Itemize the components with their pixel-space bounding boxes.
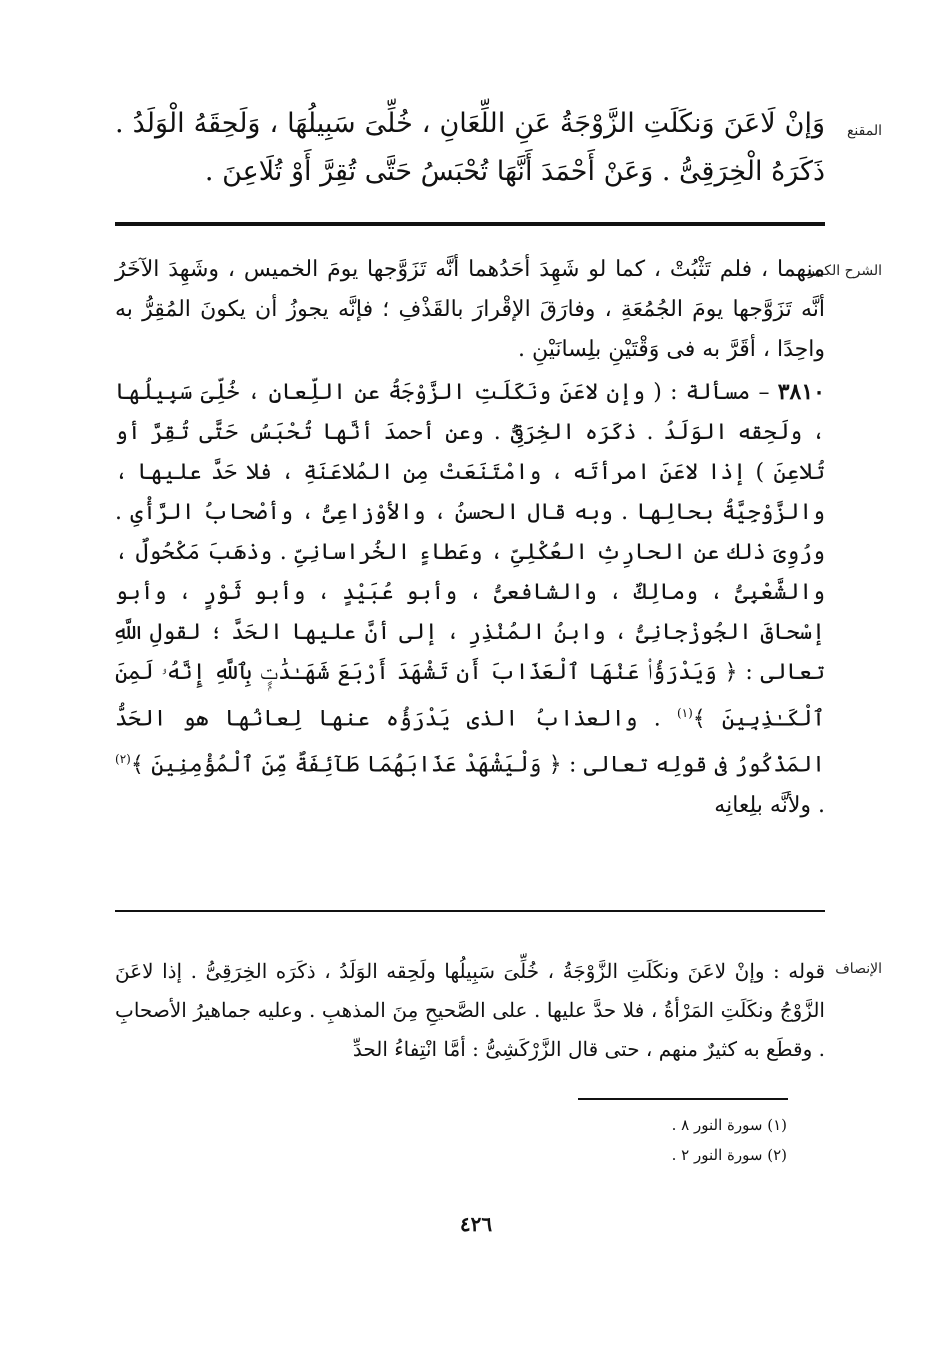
sharh-divider bbox=[115, 910, 825, 912]
muqni-text: وَإنْ لَاعَنَ وَنكَلَتِ الزَّوْجَةُ عَنِ اللِّعَانِ ، خُلِّىَ سَبِيلُهَا ، وَلَحِقَهُ الْوَلَدُ . ذَكَرَهُ الْخِرَقِىُّ . وَعَنْ أَحْمَدَ أَنَّهَا تُحْبَسُ حَتَّى تُقِرَّ أَوْ تُلَاعِنَ . bbox=[115, 108, 825, 187]
muqni-label: المقنع bbox=[846, 123, 882, 139]
muqni-text-block bbox=[115, 100, 825, 196]
insaf-text-block bbox=[115, 952, 825, 1069]
sharh-paragraph-2-end: . ولأنَّه بلِعانِه bbox=[714, 792, 825, 818]
footnotes bbox=[387, 1110, 787, 1170]
sharh-paragraph-2-text: – مسألة : ( وإن لاعَنَ ونَكَلَتِ الزَّوْجَةُ عن اللِّعانِ ، خُلِّىَ سَبِيلُها ، ولَحِقه الوَلَدُ . ذكَرَه الخِرَقِىُّ . وعن أحمدَ أنَّها تُحْبَسُ حَتَّى تُقِرَّ أو تُلاعِنَ ) إذا لاعَنَ امرأتَه ، وامْتَنَعَتْ مِن المُلاعَنَةِ ، فلا حَدَّ عليها ، والزَّوْجِيَّةُ بحالِها . وبه قال الحسنُ ، والأوْزاعِىُّ ، وأصْحابُ الرَّأْىِ . ورُوِىَ ذلك عن الحارِثِ العُكْلِىِّ ، وعَطاءٍ الخُراسانِىِّ . وذهَبَ مَكْحُولٌ ، والشَّعْبِىُّ ، ومالِكٌ ، والشافعىُّ ، وأبو عُبَيْدٍ ، وأبو ثَوْرٍ ، وأبو إسْحاقَ الجُوزْجانِىُّ ، وابنُ المُنْذِرِ ، إلى أنَّ عليها الحَدَّ ؛ لقولِ اللَّهِ تعالى : bbox=[115, 380, 826, 685]
sharh-paragraph-2 bbox=[115, 372, 825, 826]
footnote-ref-1: (١) bbox=[676, 706, 693, 720]
footnote-divider bbox=[578, 1098, 788, 1100]
muqni-divider bbox=[115, 222, 825, 226]
insaf-label: الإنصاف bbox=[835, 961, 882, 977]
footnote-ref-2: (٢) bbox=[115, 752, 131, 767]
insaf-text: قوله : وإنْ لاعَنَ ونكَلَتِ الزَّوْجَةُ ، خُلِّىَ سَبِيلُها ولَحِقه الوَلَدُ ، ذكَرَه الخِرَقِىُّ . إذا لاعَنَ الزَّوْجُ ونكَلَتِ المَرْأةُ ، فلا حدَّ عليها . على الصَّحيحِ مِنَ المذهبِ . وعليه جماهيرُ الأصحابِ . وقطَع به كثيرٌ منهم ، حتى قال الزَّرْكَشِىُّ : أمَّا انْتِفاءُ الحدِّ bbox=[115, 959, 825, 1061]
sharh-label: الشرح الكبير bbox=[808, 263, 882, 279]
quran-verse-1: ﴿ وَيَدْرَؤُا۟ عَنْهَا ٱلْعَذَابَ أَن تَشْهَدَ أَرْبَعَ شَهَـٰدَٰتٍۭ بِٱللَّهِ إِنَّهُۥ لَمِنَ ٱلْكَـٰذِبِينَ ﴾ bbox=[115, 660, 825, 732]
quran-verse-2: ﴿ وَلْيَشْهَدْ عَذَابَهُمَا طَآئِفَةٌ مِّنَ ٱلْمُؤْمِنِينَ ﴾ bbox=[130, 752, 562, 778]
footnote-1: (١) سورة النور ٨ . bbox=[671, 1116, 787, 1134]
sharh-paragraph-2-continued: . والعذابُ الذى يَدْرَؤُه عنها لِعانُها هو الحَدُّ المَذْكُورُ فى قولِه تعالى : bbox=[115, 706, 825, 778]
footnote-2: (٢) سورة النور ٢ . bbox=[671, 1146, 787, 1164]
sharh-paragraph-1: منهما ، فلم تَثْبُتْ ، كما لو شَهِدَ أحَدُهما أنَّه تَزَوَّجها يومَ الخميس ، وشَهِدَ الآخَرُ أنَّه تَزَوَّجها يومَ الجُمُعَةِ ، وفارَقَ الإقْرارَ بالقَذْفِ ؛ فإنَّه يجوزُ أن يكونَ المُقِرُّ به واحِدًا ، أقَرَّ به فى وَقْتَيْنِ بلِسانَيْنِ . bbox=[115, 257, 825, 362]
sharh-text-block bbox=[115, 250, 825, 826]
page-number: ٤٢٦ bbox=[459, 1212, 493, 1236]
masala-number: ٣٨١٠ bbox=[777, 379, 825, 405]
